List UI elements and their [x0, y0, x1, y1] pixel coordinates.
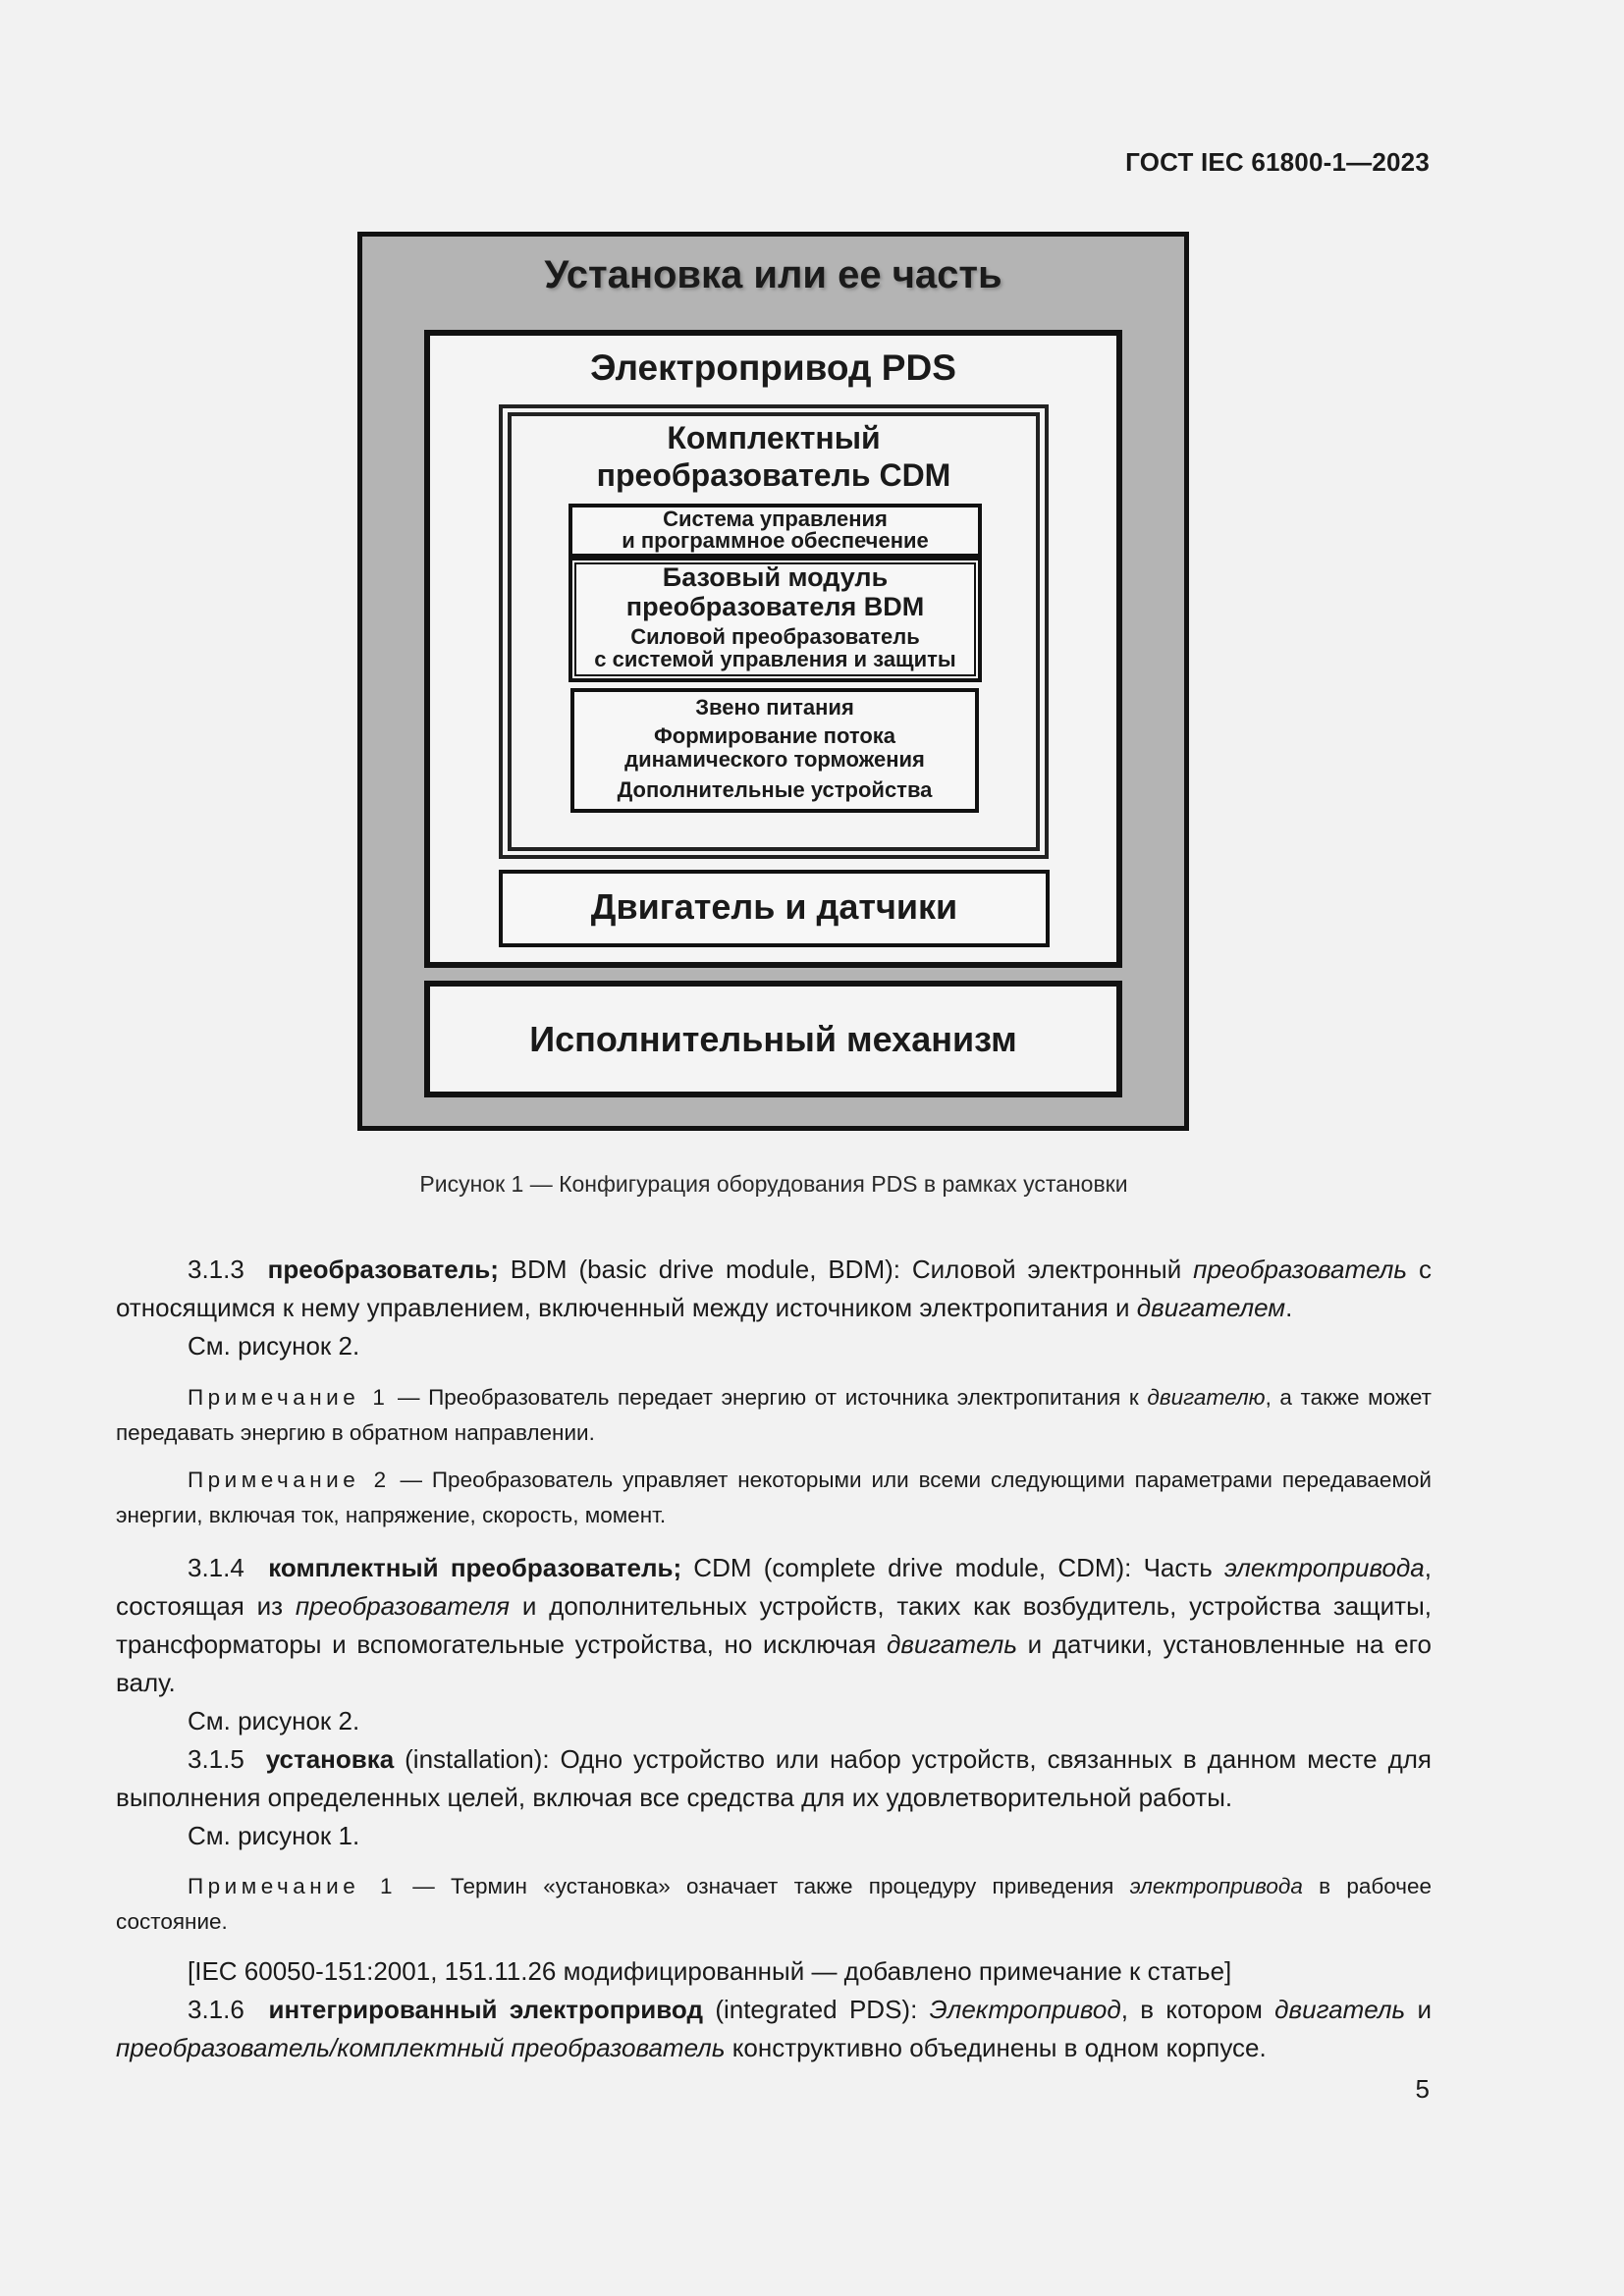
- note-label: Примечание 1: [188, 1385, 390, 1410]
- page-number: 5: [1415, 2074, 1430, 2104]
- clause-number: 3.1.6: [188, 1995, 244, 2024]
- text-run: и дополнительных устройств, таких как возбудитель, устройства защиты, трансформаторы и вспомогательные устройства, но исключая: [116, 1591, 1432, 1659]
- figure-cdm-title: [499, 419, 1049, 494]
- clause-number: 3.1.3: [188, 1255, 244, 1284]
- figure-cdm-title-line2: преобразователь CDM: [596, 457, 951, 493]
- see-figure-1: См. рисунок 1.: [188, 1821, 360, 1850]
- term: преобразователь;: [267, 1255, 499, 1284]
- italic-term: преобразователь: [1193, 1255, 1408, 1284]
- italic-term: преобразователя: [295, 1591, 511, 1621]
- note-3-1-3-1: [116, 1380, 1432, 1451]
- italic-term: электропривода: [1224, 1553, 1425, 1582]
- text-run: BDM (basic drive module, BDM): Силовой электронный: [498, 1255, 1194, 1284]
- text-run: , состоящая из: [116, 1553, 1432, 1621]
- reference-iec: [IEC 60050-151:2001, 151.11.26 модифицированный — добавлено примечание к статье]: [188, 1956, 1232, 1986]
- figure-bdm-title: [568, 562, 982, 621]
- note-3-1-5-1: [116, 1869, 1432, 1940]
- figure-installation-title: Установка или ее часть: [544, 253, 1002, 296]
- text-run: .: [1285, 1293, 1293, 1322]
- see-figure-2-a: См. рисунок 2.: [188, 1331, 360, 1361]
- figure-control-text: [568, 508, 982, 552]
- figure-bdm-title-line2: преобразователя BDM: [625, 592, 925, 621]
- italic-term: электропривода: [1129, 1874, 1303, 1898]
- text-run: (integrated PDS):: [702, 1995, 930, 2024]
- note-label: Примечание 1: [188, 1874, 397, 1898]
- document-header: ГОСТ IEC 61800-1—2023: [1125, 147, 1430, 177]
- paragraph-3-1-5: [116, 1740, 1432, 1817]
- paragraph-3-1-6: [116, 1991, 1432, 2067]
- figure-bdm-title-line1: Базовый модуль: [662, 562, 889, 592]
- figure-aux-line1: Звено питания: [695, 695, 854, 720]
- figure-bdm-sub-line1: Силовой преобразователь: [630, 624, 920, 649]
- see-figure-2-b: См. рисунок 2.: [188, 1706, 360, 1735]
- italic-term: двигателем: [1136, 1293, 1286, 1322]
- clause-number: 3.1.4: [188, 1553, 244, 1582]
- note-label: Примечание 2: [188, 1468, 391, 1492]
- text-run: , а также может передавать энергию в обратном направлении.: [116, 1385, 1432, 1445]
- note-3-1-3-2: [116, 1463, 1432, 1533]
- italic-term: двигатель: [1274, 1995, 1406, 2024]
- text-run: — Термин «установка» означает также процедуру приведения: [397, 1874, 1130, 1898]
- italic-term: преобразователь/комплектный преобразователь: [116, 2033, 726, 2062]
- italic-term: Электропривод: [929, 1995, 1121, 2024]
- figure-caption: Рисунок 1 — Конфигурация оборудования PDS в рамках установки: [419, 1171, 1128, 1197]
- italic-term: двигателю: [1147, 1385, 1266, 1410]
- figure-control-line2: и программное обеспечение: [622, 528, 929, 553]
- clause-number: 3.1.5: [188, 1744, 244, 1774]
- text-run: и датчики, установленные на его валу.: [116, 1629, 1432, 1697]
- text-run: — Преобразователь передает энергию от источника электропитания к: [389, 1385, 1148, 1410]
- term: комплектный преобразователь;: [268, 1553, 682, 1582]
- text-run: в рабочее состояние.: [116, 1874, 1433, 1934]
- figure-control-line1: Система управления: [663, 507, 888, 531]
- italic-term: двигатель: [887, 1629, 1017, 1659]
- term: интегрированный электропривод: [268, 1995, 703, 2024]
- figure-aux-line2: Формирование потока: [653, 723, 896, 748]
- figure-cdm-title-line1: Комплектный: [667, 420, 881, 455]
- figure-mechanism-text: Исполнительный механизм: [529, 1019, 1017, 1059]
- text-run: с относящимся к нему управлением, включенный между источником электропитания и: [116, 1255, 1433, 1322]
- figure-pds-title: Электропривод PDS: [590, 347, 956, 388]
- figure-motor-text: Двигатель и датчики: [590, 886, 958, 927]
- text-run: — Преобразователь управляет некоторыми или всеми следующими параметрами передаваемой энергии, включая ток, напряжение, скорость, момент.: [116, 1468, 1432, 1527]
- text-run: , в котором: [1120, 1995, 1275, 2024]
- text-run: и: [1405, 1995, 1433, 2024]
- paragraph-3-1-4: [116, 1549, 1432, 1702]
- figure-bdm-subtitle: [568, 625, 982, 670]
- text-run: CDM (complete drive module, CDM): Часть: [681, 1553, 1225, 1582]
- term: установка: [265, 1744, 395, 1774]
- figure-bdm-sub-line2: с системой управления и защиты: [594, 647, 956, 671]
- figure-aux-line4: Дополнительные устройства: [617, 777, 933, 802]
- paragraph-3-1-3: [116, 1251, 1432, 1327]
- text-run: (installation): Одно устройство или набор устройств, связанных в данном месте для выполнения определенных целей, включая все средства для их удовлетворительной работы.: [116, 1744, 1432, 1812]
- figure-aux-line3: динамического торможения: [624, 747, 925, 772]
- text-run: конструктивно объединены в одном корпусе.: [725, 2033, 1267, 2062]
